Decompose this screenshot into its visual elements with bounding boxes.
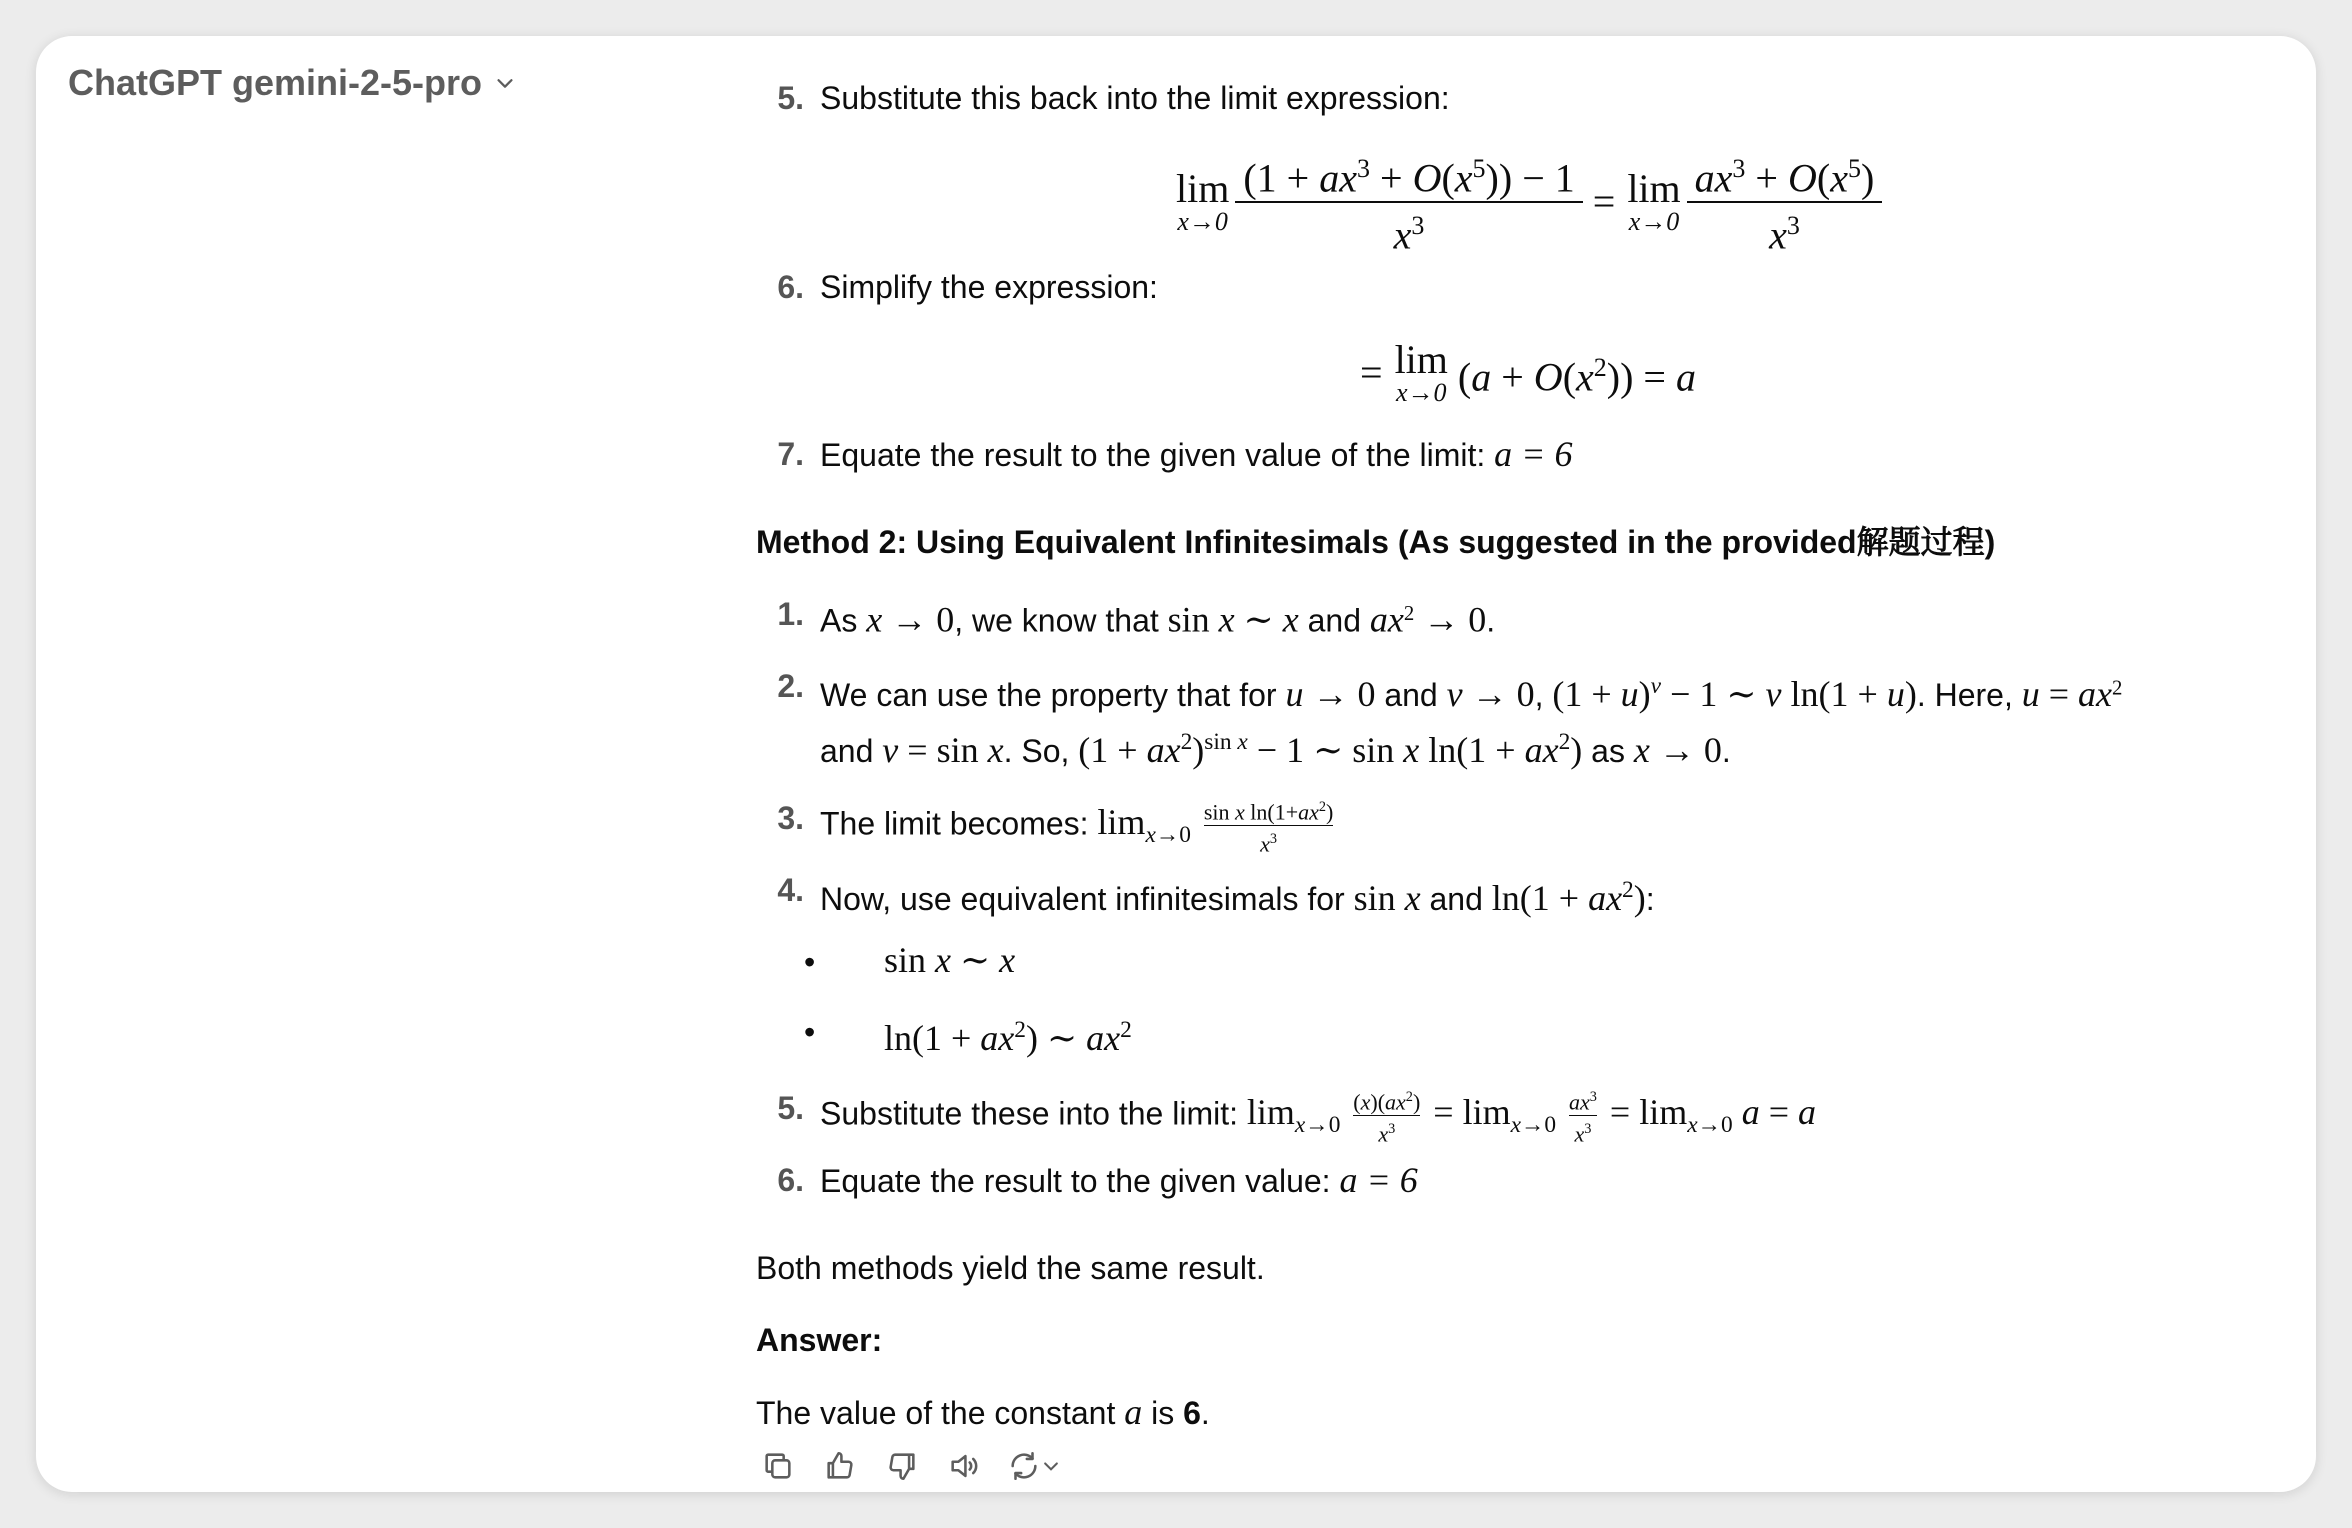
step-number: 6. [777,1162,804,1198]
thumbs-down-icon [885,1449,919,1483]
simplified-equation: = lim x→0 $(a + O(x^2)) = a$ [1360,337,1696,407]
step-text: Simplify the expression: [820,269,1158,305]
bullet: • [804,944,816,980]
step-text-continued: and v = sin x. So, $(1 + ax^2)^{sin x} - 1$ ∼ sin x $\ln(1 + ax^2)$ as x → 0. [820,729,1731,770]
step-number: 1. [777,596,804,632]
answer-text: The value of the constant a is 6. [756,1392,1210,1432]
step-text: Equate the result to the given value: a = 6 [820,1160,1418,1200]
thumbs-down-button[interactable] [880,1444,924,1488]
copy-button[interactable] [756,1444,800,1488]
equivalence-ln: $\ln(1 + ax^2)$ ∼ $ax^2$ [884,1017,1132,1058]
step-number: 5. [777,80,804,116]
message-actions [756,1444,1064,1488]
thumbs-up-button[interactable] [818,1444,862,1488]
equivalence-sin: sin x ∼ x [884,940,1016,980]
summary-text: Both methods yield the same result. [756,1250,1265,1286]
step-text: Substitute these into the limit: $\lim_{x\to 0}$ $\frac{(x)(ax^2)}{x^3}$ = $\lim_{x\to 0}$ $\frac{ax^3}{x^3}$ = $\lim_{x\to 0} a = a$ [820,1089,1816,1147]
read-aloud-icon [947,1449,981,1483]
step-text: We can use the property that for u → 0 and v → 0, $(1 + u)^v - 1$ ∼ v ln(1 + u). Here, $u = ax^2$ [820,673,2123,714]
step-text: The limit becomes: $\lim_{x\to 0}$ $\frac{\sin x \ln(1+ax^2)}{x^3}$ [820,799,1334,857]
step-number: 4. [777,872,804,908]
model-selector[interactable] [68,62,516,104]
chevron-down-icon [494,72,516,94]
read-aloud-button[interactable] [942,1444,986,1488]
step-number: 5. [777,1090,804,1126]
step-number: 3. [777,800,804,836]
limit-equation: lim x→0 $\frac{(1 + ax^3 + O(x^5)) - 1}{x^3}$ = lim x→0 $\frac{ax^3 + O(x^5)}{x^3}$ [1172,146,1884,259]
step-number: 7. [777,436,804,472]
step-text: As x → 0, we know that sin x ∼ x and $ax^2 \to 0$. [820,599,1496,640]
regenerate-button[interactable] [1004,1444,1064,1488]
step-text: Equate the result to the given value of the limit: a = 6 [820,434,1573,474]
chat-window [36,36,2316,1492]
copy-icon [761,1449,795,1483]
answer-label: Answer: [756,1322,883,1358]
step-text: Now, use equivalent infinitesimals for sin x and $\ln(1 + ax^2)$: [820,877,1655,918]
step-number: 6. [777,269,804,305]
thumbs-up-icon [823,1449,857,1483]
method2-heading: Method 2: Using Equivalent Infinitesimals (As suggested in the provided解题过程) [756,524,1996,560]
step-text: Substitute this back into the limit expression: [820,80,1450,116]
step-number: 2. [777,668,804,704]
regenerate-icon [1007,1449,1041,1483]
bullet: • [804,1014,816,1050]
model-label: ChatGPT gemini-2-5-pro [68,62,483,103]
chevron-down-icon [1041,1456,1061,1476]
